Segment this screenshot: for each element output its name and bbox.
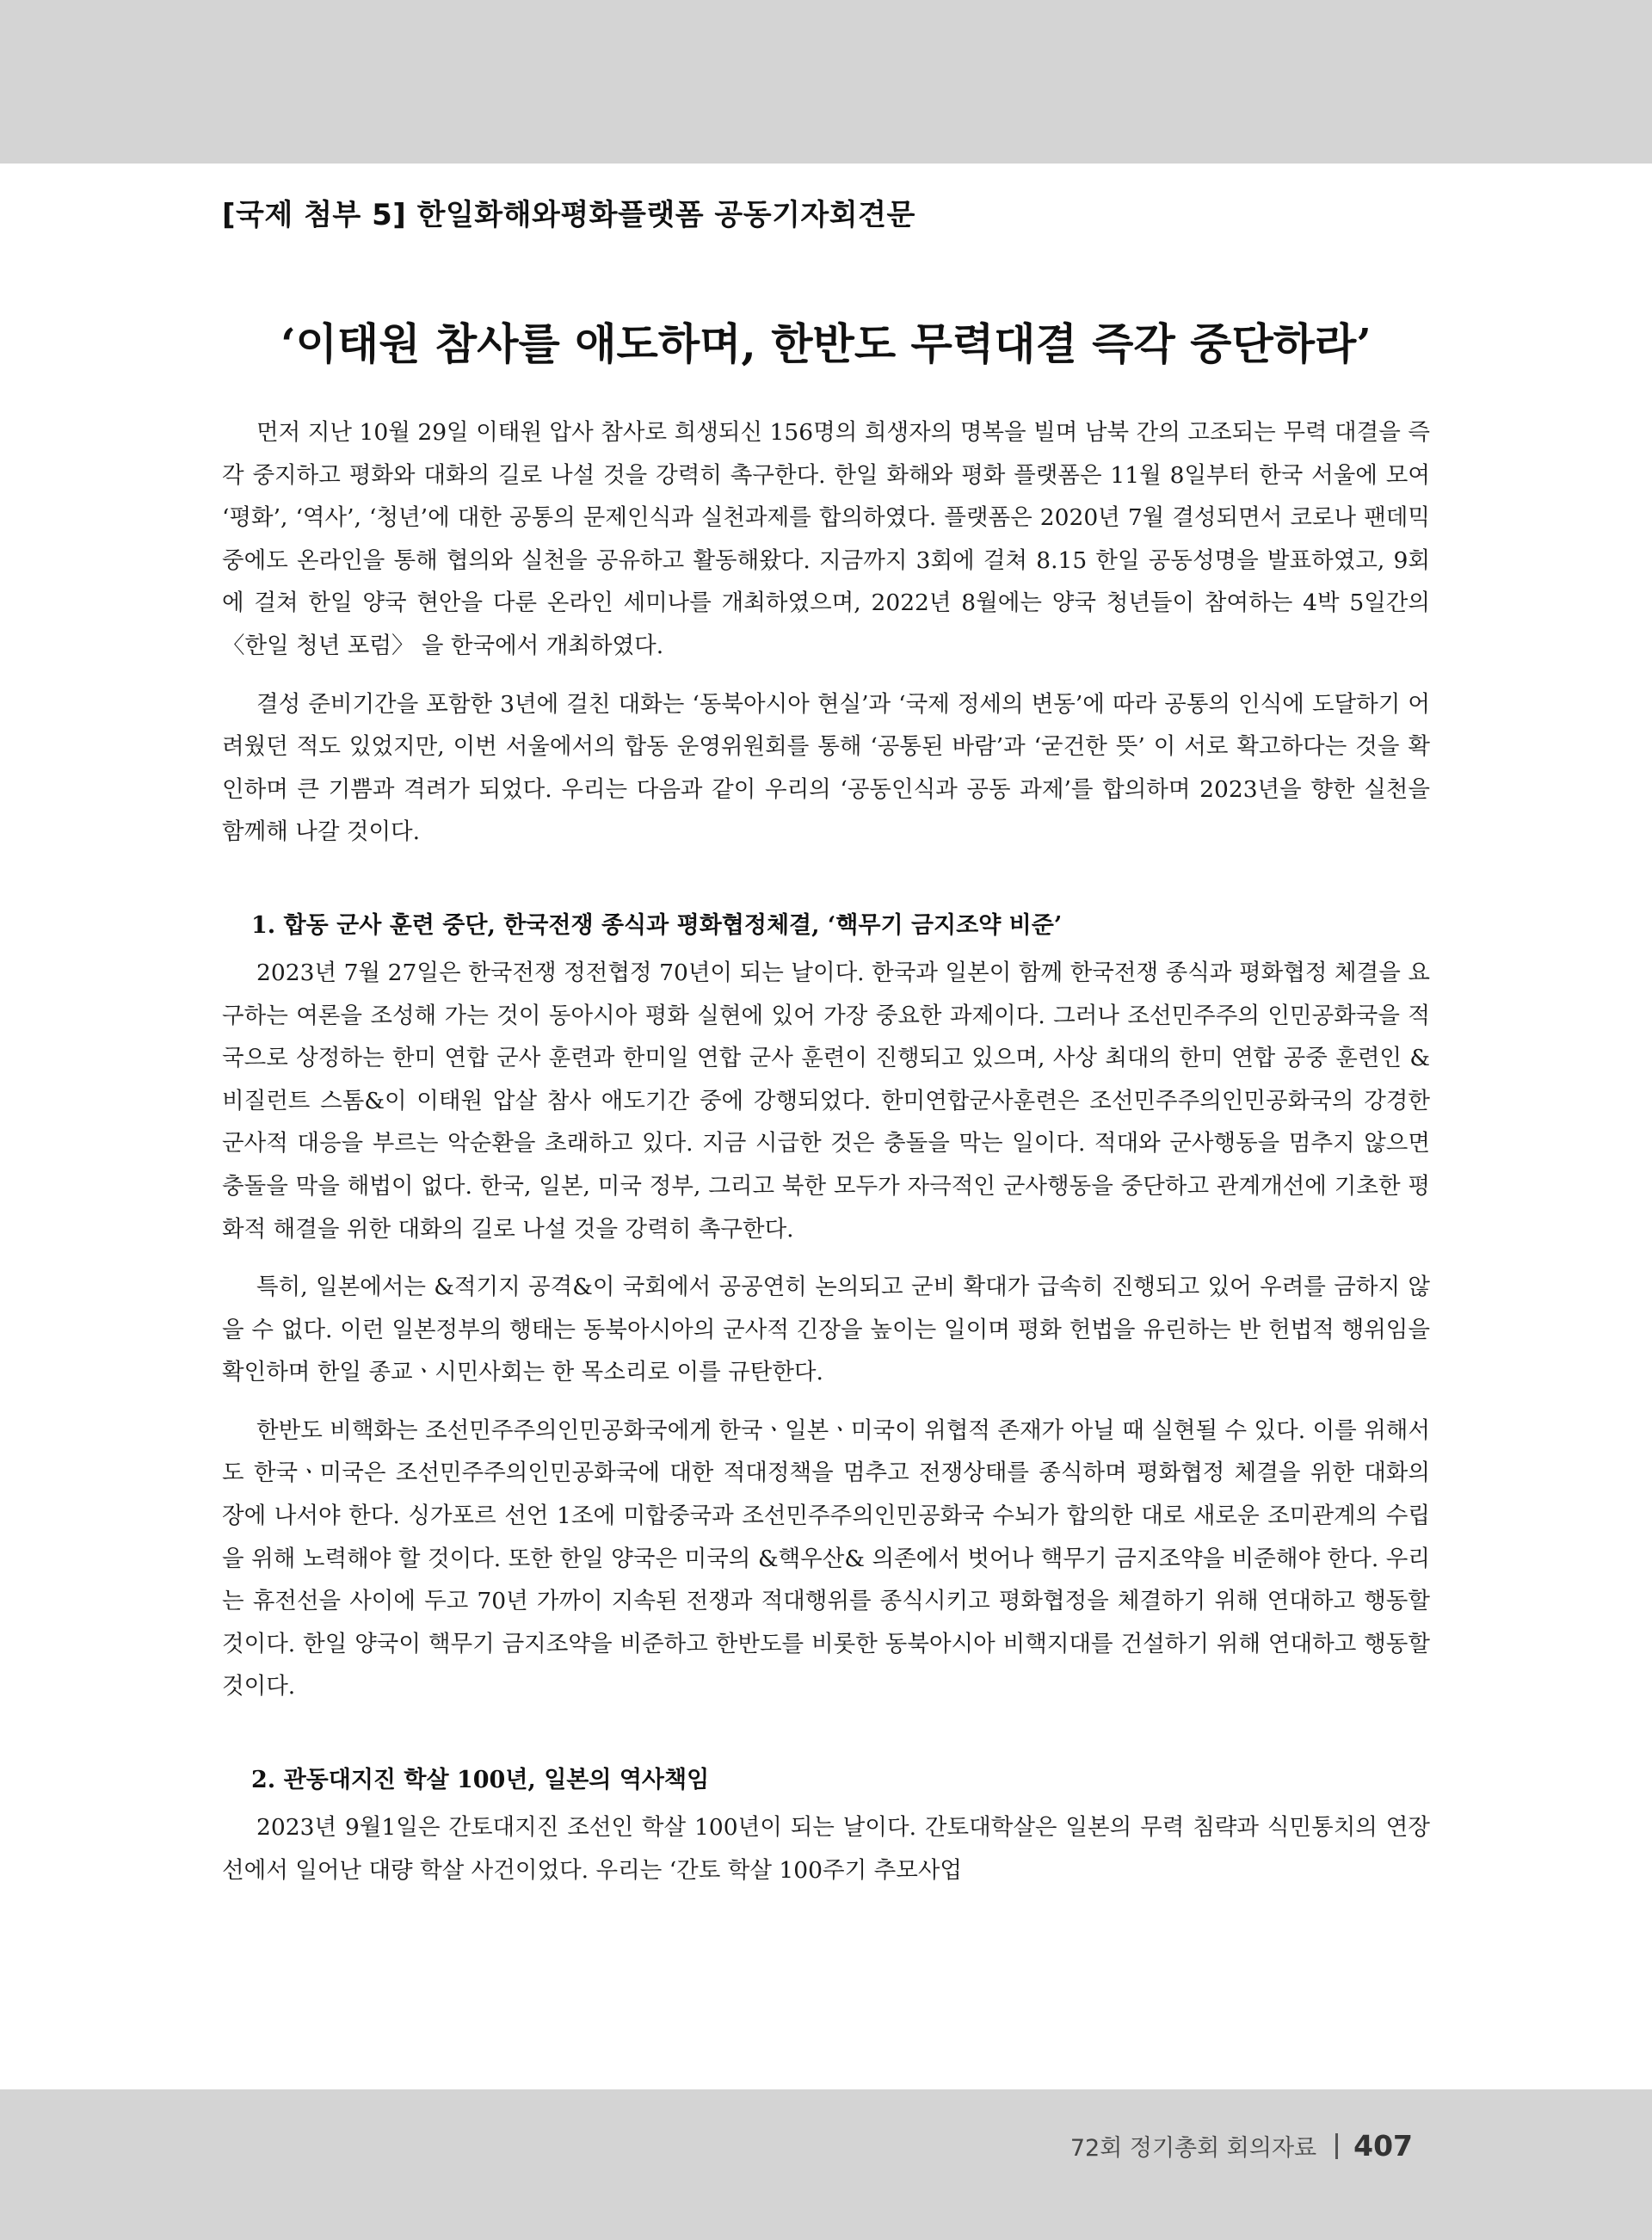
intro-paragraph-2: 결성 준비기간을 포함한 3년에 걸친 대화는 ‘동북아시아 현실’과 ‘국제 정세의 변동’에 따라 공통의 인식에 도달하기 어려웠던 적도 있었지만, 이번 서울에서의 합동 운영위원회를 통해 ‘공통된 바람’과 ‘굳건한 뜻’ 이 서로 확고하다는 것을 확인하며 큰 기쁨과 격려가 되었다. 우리는 다음과 같이 우리의 ‘공동인식과 공동 과제’를 합의하며 2023년을 향한 실천을 함께해 나갈 것이다. (222, 690, 1430, 846)
section-2-heading: 2. 관동대지진 학살 100년, 일본의 역사책임 (251, 1767, 710, 1794)
page-number: 407 (1353, 2129, 1413, 2163)
meeting-label: 72회 정기총회 회의자료 (1069, 2135, 1317, 2162)
section-1-paragraph-2: 특히, 일본에서는 &적기지 공격&이 국회에서 공공연히 논의되고 군비 확대가 급속히 진행되고 있어 우려를 금하지 않을 수 없다. 이런 일본정부의 행태는 동북아시아의 군사적 긴장을 높이는 일이며 평화 헌법을 유린하는 반 헌법적 행위임을 확인하며 한일 종교ㆍ시민사회는 한 목소리로 이를 규탄한다. (222, 1274, 1430, 1386)
document-body (222, 411, 1430, 1907)
top-header-band (0, 0, 1652, 164)
footer-divider (1335, 2133, 1338, 2159)
bottom-footer-band (0, 2089, 1652, 2240)
section-2-paragraph-1: 2023년 9월1일은 간토대지진 조선인 학살 100년이 되는 날이다. 간토대학살은 일본의 무력 침략과 식민통치의 연장선에서 일어난 대량 학살 사건이었다. 우리는 ‘간토 학살 100주기 추모사업 (222, 1814, 1430, 1884)
section-1-heading: 1. 합동 군사 훈련 중단, 한국전쟁 종식과 평화협정체결, ‘핵무기 금지조약 비준’ (251, 911, 1063, 939)
document-title: ‘이태원 참사를 애도하며, 한반도 무력대결 즉각 중단하라’ (280, 318, 1372, 369)
page-footer (1070, 2129, 1413, 2163)
section-1-paragraph-3: 한반도 비핵화는 조선민주주의인민공화국에게 한국ㆍ일본ㆍ미국이 위협적 존재가 아닐 때 실현될 수 있다. 이를 위해서도 한국ㆍ미국은 조선민주주의인민공화국에 대한 적대정책을 멈추고 전쟁상태를 종식하며 평화협정 체결을 위한 대화의 장에 나서야 한다. 싱가포르 선언 1조에 미합중국과 조선민주주의인민공화국 수뇌가 합의한 대로 새로운 조미관계의 수립을 위해 노력해야 할 것이다. 또한 한일 양국은 미국의 &핵우산& 의존에서 벗어나 핵무기 금지조약을 비준해야 한다. 우리는 휴전선을 사이에 두고 70년 가까이 지속된 전쟁과 적대행위를 종식시키고 평화협정을 체결하기 위해 연대하고 행동할 것이다. 한일 양국이 핵무기 금지조약을 비준하고 한반도를 비롯한 동북아시아 비핵지대를 건설하기 위해 연대하고 행동할 것이다. (222, 1416, 1430, 1700)
section-1-paragraph-1: 2023년 7월 27일은 한국전쟁 정전협정 70년이 되는 날이다. 한국과 일본이 함께 한국전쟁 종식과 평화협정 체결을 요구하는 여론을 조성해 가는 것이 동아시아 평화 실현에 있어 가장 중요한 과제이다. 그러나 조선민주주의 인민공화국을 적국으로 상정하는 한미 연합 군사 훈련과 한미일 연합 군사 훈련이 진행되고 있으며, 사상 최대의 한미 연합 공중 훈련인 &비질런트 스톰&이 이태원 압살 참사 애도기간 중에 강행되었다. 한미연합군사훈련은 조선민주주의인민공화국의 강경한 군사적 대응을 부르는 악순환을 초래하고 있다. 지금 시급한 것은 충돌을 막는 일이다. 적대와 군사행동을 멈추지 않으면 충돌을 막을 해법이 없다. 한국, 일본, 미국 정부, 그리고 북한 모두가 자극적인 군사행동을 중단하고 관계개선에 기초한 평화적 해결을 위한 대화의 길로 나설 것을 강력히 촉구한다. (222, 959, 1430, 1243)
section-tag: [국제 첨부 5] 한일화해와평화플랫폼 공동기자회견문 (222, 198, 915, 232)
intro-paragraph-1: 먼저 지난 10월 29일 이태원 압사 참사로 희생되신 156명의 희생자의 명복을 빌며 남북 간의 고조되는 무력 대결을 즉각 중지하고 평화와 대화의 길로 나설 것을 강력히 촉구한다. 한일 화해와 평화 플랫폼은 11월 8일부터 한국 서울에 모여 ‘평화’, ‘역사’, ‘청년’에 대한 공통의 문제인식과 실천과제를 합의하였다. 플랫폼은 2020년 7월 결성되면서 코로나 팬데믹 중에도 온라인을 통해 협의와 실천을 공유하고 활동해왔다. 지금까지 3회에 걸쳐 8.15 한일 공동성명을 발표하였고, 9회에 걸쳐 한일 양국 현안을 다룬 온라인 세미나를 개최하였으며, 2022년 8월에는 양국 청년들이 참여하는 4박 5일간의 〈한일 청년 포럼〉 을 한국에서 개최하였다. (222, 419, 1430, 659)
